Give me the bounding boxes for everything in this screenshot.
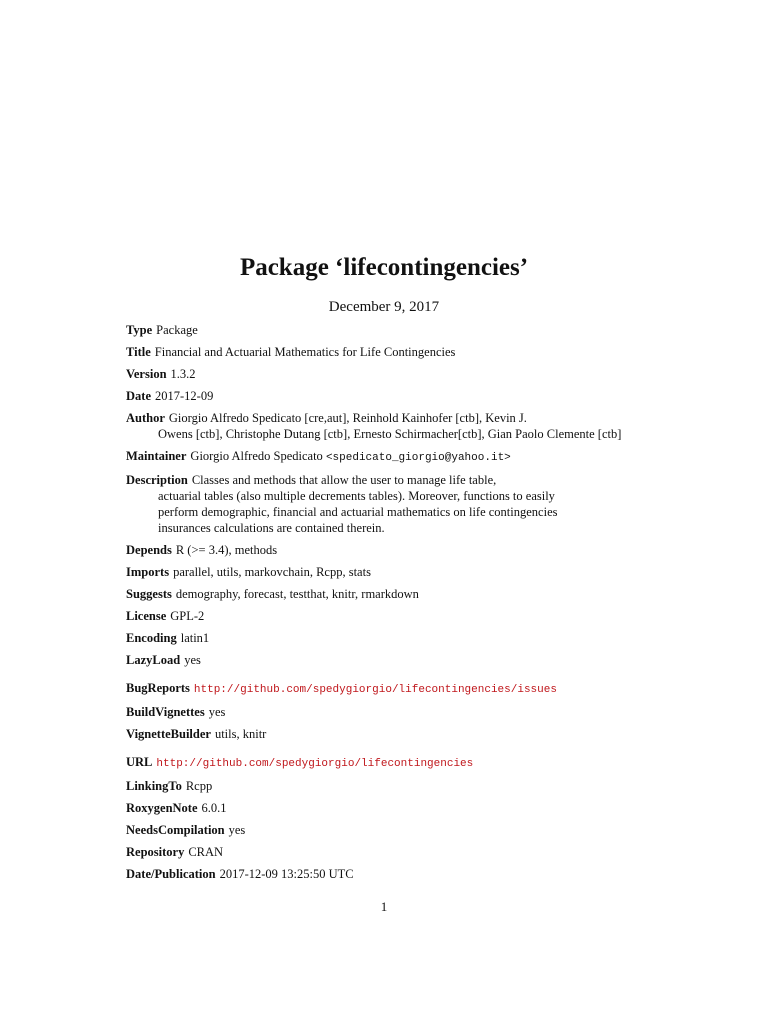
author-line-1 [126, 410, 646, 426]
field-key: Author [126, 411, 165, 425]
field-value: 2017-12-09 13:25:50 UTC [219, 867, 354, 881]
field-suggests [126, 586, 646, 602]
description-fields [126, 322, 646, 882]
field-value: 1.3.2 [170, 367, 196, 381]
field-key: LinkingTo [126, 779, 182, 793]
field-depends [126, 542, 646, 558]
field-key: RoxygenNote [126, 801, 198, 815]
description-line-4: insurances calculations are contained therein. [158, 521, 385, 535]
field-bugreports [126, 680, 646, 698]
field-key: URL [126, 755, 153, 769]
field-key: Maintainer [126, 449, 187, 463]
description-line-1 [126, 472, 646, 488]
field-maintainer [126, 448, 646, 466]
maintainer-name: Giorgio Alfredo Spedicato [190, 449, 323, 463]
maintainer-email: <spedicato_giorgio@yahoo.it> [325, 452, 511, 464]
field-description [126, 472, 646, 536]
page-title: Package ‘lifecontingencies’ [239, 254, 529, 281]
field-key: NeedsCompilation [126, 823, 225, 837]
field-value: Rcpp [185, 779, 213, 793]
field-value: yes [228, 823, 246, 837]
field-buildvignettes [126, 704, 646, 720]
field-author [126, 410, 646, 442]
field-url [126, 754, 646, 772]
field-repository [126, 844, 646, 860]
field-key: Suggests [126, 587, 172, 601]
description-line-3: perform demographic, financial and actuarial mathematics on life contingencies [158, 505, 558, 519]
field-key: Depends [126, 543, 172, 557]
field-value: GPL-2 [170, 609, 205, 623]
field-key: Version [126, 367, 167, 381]
bugreports-link[interactable]: http://github.com/spedygiorgio/lifecontingencies/issues [193, 684, 557, 696]
field-date [126, 388, 646, 404]
field-title [126, 344, 646, 360]
field-key: LazyLoad [126, 653, 181, 667]
field-key: Description [126, 473, 188, 487]
field-key: Date/Publication [126, 867, 216, 881]
field-lazyload [126, 652, 646, 668]
field-value: Financial and Actuarial Mathematics for Life Contingencies [154, 345, 456, 359]
field-encoding [126, 630, 646, 646]
field-datepublication [126, 866, 646, 882]
field-key: Encoding [126, 631, 177, 645]
field-key: BuildVignettes [126, 705, 205, 719]
field-key: VignetteBuilder [126, 727, 211, 741]
field-key: Title [126, 345, 151, 359]
field-roxygennote [126, 800, 646, 816]
field-value: parallel, utils, markovchain, Rcpp, stats [173, 565, 371, 579]
field-value: yes [184, 653, 201, 667]
field-version [126, 366, 646, 382]
page-number: 1 [380, 899, 388, 914]
field-license [126, 608, 646, 624]
field-value: Package [156, 323, 198, 337]
url-link[interactable]: http://github.com/spedygiorgio/lifecontingencies [156, 758, 474, 770]
field-value: yes [208, 705, 226, 719]
field-type [126, 322, 646, 338]
field-key: Imports [126, 565, 170, 579]
field-vignettebuilder [126, 726, 646, 742]
field-imports [126, 564, 646, 580]
field-key: Type [126, 323, 153, 337]
document-date: December 9, 2017 [328, 299, 440, 315]
field-value: utils, knitr [214, 727, 267, 741]
field-value: demography, forecast, testthat, knitr, rmarkdown [175, 587, 419, 601]
author-line-2: Owens [ctb], Christophe Dutang [ctb], Ernesto Schirmacher[ctb], Gian Paolo Clemente [ctb] [158, 427, 622, 441]
description-line-2: actuarial tables (also multiple decrements tables). Moreover, functions to easily [158, 489, 555, 503]
field-key: Date [126, 389, 151, 403]
field-key: Repository [126, 845, 185, 859]
field-value: 6.0.1 [201, 801, 227, 815]
field-value: latin1 [180, 631, 210, 645]
field-value: CRAN [188, 845, 224, 859]
field-key: License [126, 609, 167, 623]
field-value: Giorgio Alfredo Spedicato [cre,aut], Reinhold Kainhofer [ctb], Kevin J. [168, 411, 527, 425]
field-linkingto [126, 778, 646, 794]
field-key: BugReports [126, 681, 190, 695]
field-value: Classes and methods that allow the user to manage life table, [191, 473, 497, 487]
field-value: 2017-12-09 [155, 389, 214, 403]
field-needscompilation [126, 822, 646, 838]
field-value: R (>= 3.4), methods [175, 543, 278, 557]
